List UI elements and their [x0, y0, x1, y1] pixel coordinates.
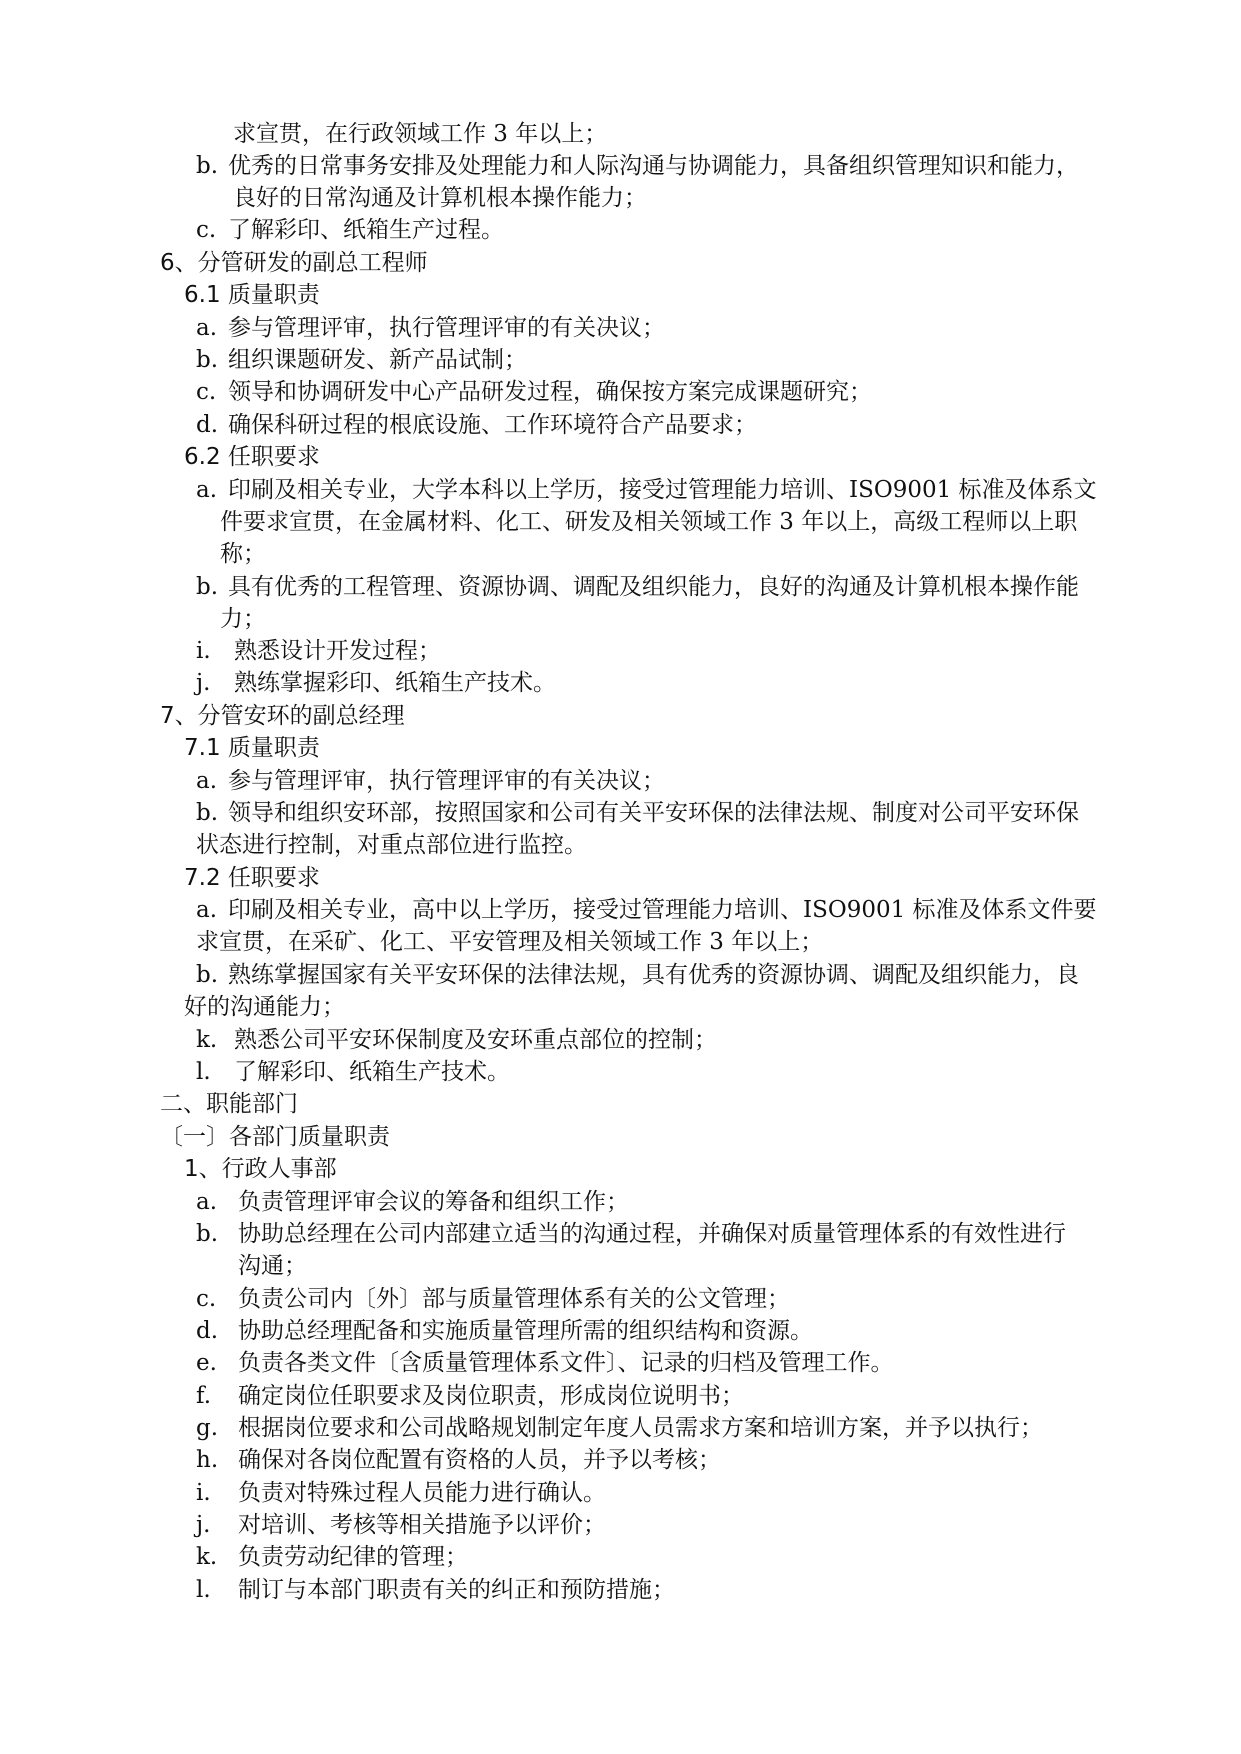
paragraph-line: 件要求宣贯，在金属材料、化工、研发及相关领域工作 3 年以上，高级工程师以上职 [220, 509, 1078, 535]
paragraph-line: 力； [220, 606, 266, 632]
list-item [196, 1056, 510, 1088]
list-item-text: 印刷及相关专业，高中以上学历，接受过管理能力培训、ISO9001 标准及体系文件要 [228, 897, 1097, 923]
list-marker: c. [196, 217, 217, 243]
list-item [196, 150, 1079, 182]
list-item [196, 1412, 1043, 1444]
list-item-text: 领导和协调研发中心产品研发过程，确保按方案完成课题研究； [228, 379, 872, 405]
section-heading: 6、分管研发的副总工程师 [160, 250, 428, 276]
list-item [196, 667, 556, 699]
list-marker: b. [196, 574, 219, 600]
paragraph-line: 沟通； [238, 1253, 307, 1279]
list-item-text: 确定岗位任职要求及岗位职责，形成岗位说明书； [238, 1383, 744, 1409]
list-item-text: 确保对各岗位配置有资格的人员，并予以考核； [238, 1447, 721, 1473]
subsection-heading: 6.1 质量职责 [184, 282, 320, 308]
list-item [196, 1380, 744, 1412]
list-marker: i. [196, 1480, 211, 1506]
list-item [196, 214, 504, 246]
list-marker: a. [196, 477, 218, 503]
list-item-text: 根据岗位要求和公司战略规划制定年度人员需求方案和培训方案，并予以执行； [238, 1415, 1043, 1441]
list-marker: h. [196, 1447, 219, 1473]
list-item-text: 参与管理评审，执行管理评审的有关决议； [228, 315, 665, 341]
list-item [196, 1541, 468, 1573]
list-item-text: 印刷及相关专业，大学本科以上学历，接受过管理能力培训、ISO9001 标准及体系文 [228, 477, 1097, 503]
list-item [196, 797, 1079, 829]
list-item-text: 负责各类文件〔含质量管理体系文件〕、记录的归档及管理工作。 [238, 1350, 894, 1376]
list-marker: l. [196, 1059, 211, 1085]
list-marker: k. [196, 1544, 218, 1570]
list-marker: b. [196, 962, 219, 988]
list-marker: a. [196, 315, 218, 341]
subsection-heading: 1、行政人事部 [184, 1156, 337, 1182]
list-marker: j. [196, 1512, 211, 1538]
list-item-text: 熟练掌握彩印、纸箱生产技术。 [234, 670, 556, 696]
list-marker: c. [196, 379, 217, 405]
subsection-heading: 6.2 任职要求 [184, 444, 320, 470]
list-marker: a. [196, 1189, 218, 1215]
list-item-text: 组织课题研发、新产品试制； [228, 347, 527, 373]
list-marker: e. [196, 1350, 217, 1376]
list-item [196, 1509, 606, 1541]
paragraph-line: 求宣贯，在采矿、化工、平安管理及相关领域工作 3 年以上； [196, 929, 824, 955]
list-item [196, 1283, 790, 1315]
list-item-text: 参与管理评审，执行管理评审的有关决议； [228, 768, 665, 794]
list-marker: j. [196, 670, 211, 696]
list-item [196, 312, 665, 344]
list-item-text: 具有优秀的工程管理、资源协调、调配及组织能力，良好的沟通及计算机根本操作能 [228, 574, 1079, 600]
list-item-text: 负责对特殊过程人员能力进行确认。 [238, 1480, 606, 1506]
list-item [196, 1218, 1066, 1250]
list-item-text: 熟练掌握国家有关平安环保的法律法规，具有优秀的资源协调、调配及组织能力，良 [228, 962, 1079, 988]
list-item-text: 制订与本部门职责有关的纠正和预防措施； [238, 1577, 675, 1603]
list-item-text: 负责管理评审会议的筹备和组织工作； [238, 1189, 629, 1215]
list-item-text: 协助总经理在公司内部建立适当的沟通过程，并确保对质量管理体系的有效性进行 [238, 1221, 1066, 1247]
paragraph-line: 称； [220, 541, 266, 567]
list-marker: a. [196, 768, 218, 794]
list-item [196, 1315, 813, 1347]
paragraph-line: 良好的日常沟通及计算机根本操作能力； [233, 185, 647, 211]
subsection-heading: 7.2 任职要求 [184, 865, 320, 891]
list-item-text: 协助总经理配备和实施质量管理所需的组织结构和资源。 [238, 1318, 813, 1344]
list-marker: d. [196, 1318, 219, 1344]
subsection-heading: 7.1 质量职责 [184, 735, 320, 761]
list-item [196, 1574, 675, 1606]
paragraph-line: 好的沟通能力； [184, 994, 345, 1020]
list-item-text: 熟悉公司平安环保制度及安环重点部位的控制； [234, 1027, 717, 1053]
list-marker: l. [196, 1577, 211, 1603]
list-item [196, 376, 872, 408]
list-marker: b. [196, 800, 219, 826]
list-item [196, 959, 1079, 991]
section-heading: 〔一〕各部门质量职责 [160, 1124, 390, 1150]
list-item [196, 1024, 717, 1056]
list-item-text: 了解彩印、纸箱生产过程。 [228, 217, 504, 243]
list-item-text: 确保科研过程的根底设施、工作环境符合产品要求； [228, 412, 757, 438]
paragraph-line: 状态进行控制，对重点部位进行监控。 [196, 832, 587, 858]
list-item [196, 474, 1097, 506]
list-item [196, 1186, 629, 1218]
list-marker: g. [196, 1415, 219, 1441]
list-item [196, 1444, 721, 1476]
paragraph-line: 求宣贯，在行政领域工作 3 年以上； [233, 121, 608, 147]
list-marker: b. [196, 347, 219, 373]
list-item-text: 负责劳动纪律的管理； [238, 1544, 468, 1570]
list-item [196, 635, 441, 667]
list-marker: f. [196, 1383, 212, 1409]
list-item [196, 1347, 894, 1379]
list-item [196, 1477, 606, 1509]
list-item-text: 对培训、考核等相关措施予以评价； [238, 1512, 606, 1538]
list-marker: b. [196, 153, 219, 179]
list-item-text: 优秀的日常事务安排及处理能力和人际沟通与协调能力，具备组织管理知识和能力， [228, 153, 1079, 179]
list-item [196, 571, 1079, 603]
section-heading: 7、分管安环的副总经理 [160, 703, 405, 729]
list-item [196, 344, 527, 376]
list-marker: c. [196, 1286, 217, 1312]
list-item-text: 了解彩印、纸箱生产技术。 [234, 1059, 510, 1085]
list-item [196, 765, 665, 797]
list-marker: a. [196, 897, 218, 923]
list-item-text: 领导和组织安环部，按照国家和公司有关平安环保的法律法规、制度对公司平安环保 [228, 800, 1079, 826]
list-marker: k. [196, 1027, 218, 1053]
list-item-text: 熟悉设计开发过程； [234, 638, 441, 664]
list-marker: i. [196, 638, 211, 664]
list-item [196, 894, 1097, 926]
list-marker: b. [196, 1221, 219, 1247]
list-item [196, 409, 757, 441]
section-heading: 二、职能部门 [160, 1091, 298, 1117]
list-marker: d. [196, 412, 219, 438]
list-item-text: 负责公司内〔外〕部与质量管理体系有关的公文管理； [238, 1286, 790, 1312]
